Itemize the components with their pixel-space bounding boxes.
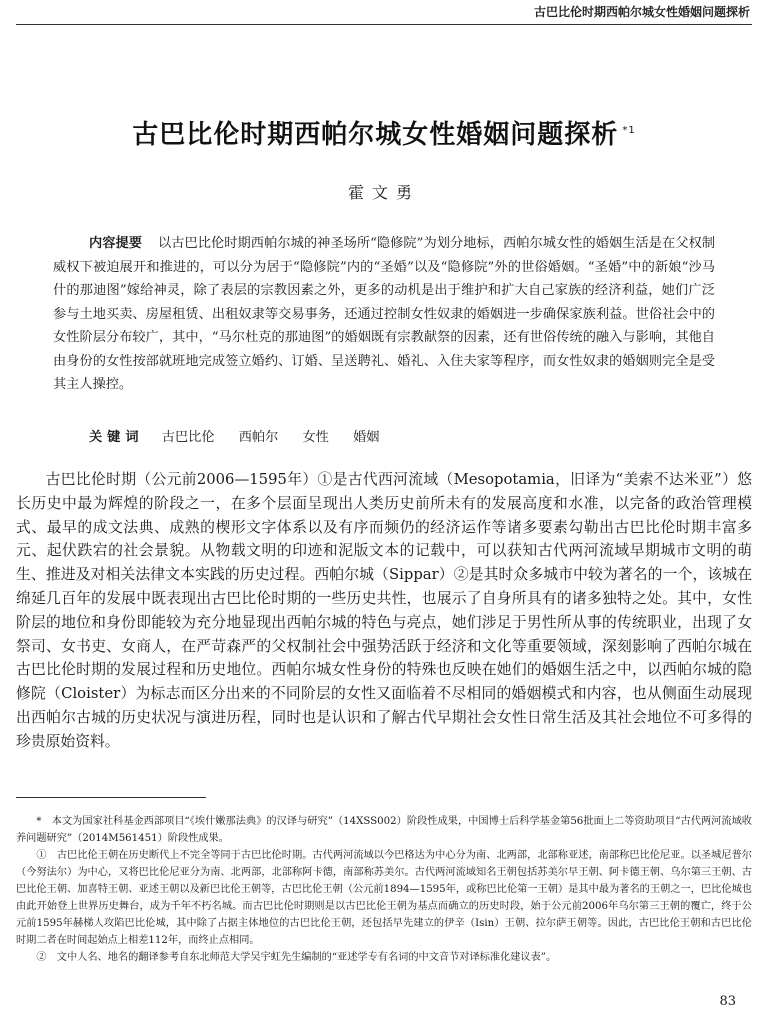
abstract-text: 以古巴比伦时期西帕尔城的神圣场所“隐修院”为划分地标，西帕尔城女性的婚姻生活是在父权制威权下被迫展开和推进的，可以分为居于“隐修院”内的“圣婚”以及“隐修院”外的世俗婚姻。“圣婚”中的新娘“沙马什的那迪图”嫁给神灵，除了表层的宗教因素之外，更多的动机是出于维护和扩大自己家族的经济利益，她们广泛参与土地买卖、房屋租赁、出租奴隶等交易事务，还通过控制女性奴隶的婚姻进一步确保家族利益。世俗社会中的女性阶层分布较广，其中，“马尔杜克的那迪图”的婚姻既有宗教献祭的因素，还有世俗传统的融入与影响，其他自由身份的女性按部就班地完成签立婚约、订婚、呈送聘礼、婚礼、入住夫家等程序，而女性奴隶的婚姻则完全是受其主人操控。 [53, 236, 716, 392]
keywords [89, 426, 399, 445]
author-name: 霍文勇 [347, 183, 420, 202]
keyword-item: 婚姻 [353, 430, 380, 445]
body-paragraph: 古巴比伦时期（公元前2006—1595年）①是古代西河流域（Mesopotamia，旧译为“美索不达米亚”）悠长历史中最为辉煌的阶段之一，在多个层面呈现出人类历史前所未有的发展高度和水准，以完备的政治管理模式、最早的成文法典、成熟的楔形文字体系以及有序而频仍的经济运作等诸多要素勾勒出古巴比伦时期丰富多元、起伏跌宕的社会景貌。从物载文明的印迹和泥版文本的记载中，可以获知古代两河流域早期城市文明的萌生、推进及对相关法律文本实践的历史过程。西帕尔城（Sippar）②是其时众多城市中较为著名的一个，该城在绵延几百年的发展中既表现出古巴比伦时期的一些历史共性，也展示了自身所具有的诸多独特之处。其中，女性阶层的地位和身份即能较为充分地显现出西帕尔城的特色与亮点，她们涉足于男性所从事的传统职业，出现了女祭司、女书吏、女商人，在严苛森严的父权制社会中强势活跃于经济和文化等重要领域，深刻影响了西帕尔城在古巴比伦时期的发展过程和历史地位。西帕尔城女性身份的特殊也反映在她们的婚姻生活之中，以西帕尔城的隐修院（Cloister）为标志而区分出来的不同阶层的女性又面临着不尽相同的婚姻模式和内容，也从侧面生动展现出西帕尔古城的历史状况与演进历程，同时也是认识和了解古代早期社会女性日常生活及其社会地位不可多得的珍贵原始资料。 [16, 471, 752, 750]
keyword-item: 女性 [302, 430, 329, 445]
header-rule [16, 24, 752, 25]
abstract [53, 232, 715, 397]
article-title-text: 古巴比伦时期西帕尔城女性婚姻问题探析 [132, 120, 619, 150]
abstract-label: 内容提要 [89, 236, 143, 251]
footnote-1: ① 古巴比伦王朝在历史断代上不完全等同于古巴比伦时期。古代两河流域以今巴格达为中心分为南、北两部，北部称亚述，南部称巴比伦尼亚。以圣城尼普尔（今努法尔）为中心，又将巴比伦尼亚分为南、北两部，北部称阿卡德，南部称苏美尔。古代两河流域知名王朝包括苏美尔早王朝、阿卡德王朝、乌尔第三王朝、古巴比伦王朝、加喜特王朝、亚述王朝以及新巴比伦王朝等，古巴比伦王朝（公元前1894—1595年，或称巴比伦第一王朝）是其中最为著名的王朝之一，巴比伦城也由此开始登上世界历史舞台，成为千年不朽名城。而古巴比伦时期则是以古巴比伦王朝为基点而确立的历史时段，始于公元前2006年乌尔第三王朝的覆亡，终于公元前1595年赫梯人攻陷巴比伦城，其中除了占据主体地位的古巴比伦王朝，还包括早先建立的伊辛（Isin）王朝、拉尔萨王朝等。因此，古巴比伦王朝和古巴比伦时期二者在时间起始点上相差112年，而终止点相同。 [16, 850, 752, 946]
article-title [0, 114, 768, 151]
footnote-2: ② 文中人名、地名的翻译参考自东北师范大学吴宇虹先生编制的“亚述学专有名词的中文音节对译标准化建议表”。 [36, 952, 557, 963]
running-header-title: 古巴比伦时期西帕尔城女性婚姻问题探析 [533, 5, 750, 19]
keyword-item: 古巴比伦 [161, 430, 215, 445]
keywords-label: 关键词 [89, 430, 144, 445]
keyword-item: 西帕尔 [238, 430, 279, 445]
footnotes [16, 813, 752, 966]
footnote-rule [16, 797, 206, 798]
page-number: 83 [719, 994, 736, 1009]
title-footnote-marker: *1 [622, 125, 636, 137]
footnote-star: * 本文为国家社科基金西部项目“《埃什嫩那法典》的汉译与研究”（14XSS002）阶段性成果，中国博士后科学基金第56批面上二等资助项目“古代两河流域收养问题研究”（2014M561451）阶段性成果。 [16, 816, 752, 844]
